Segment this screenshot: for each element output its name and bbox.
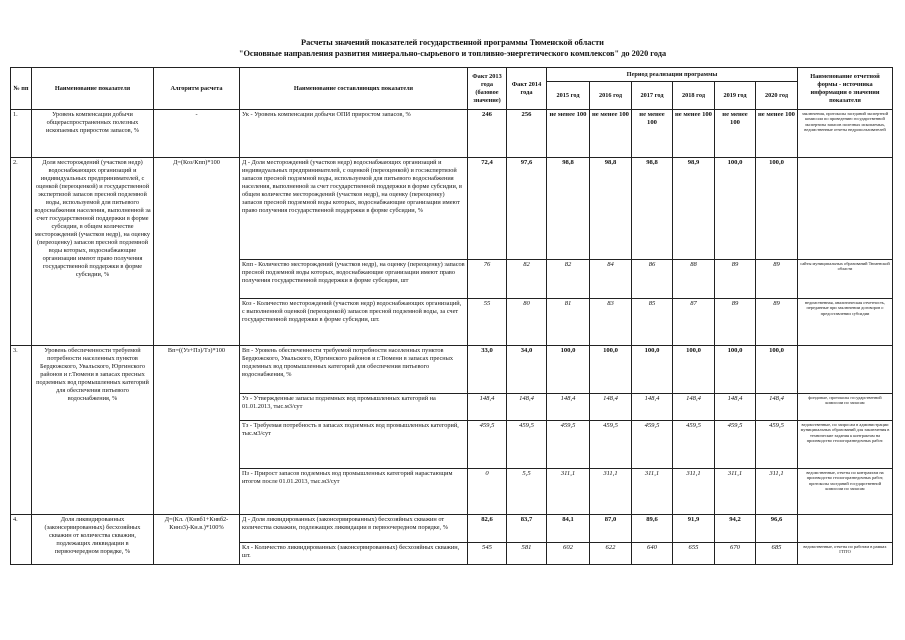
value-2020: 100,0: [756, 158, 798, 260]
fact-2013: 459,5: [468, 421, 507, 469]
fact-2014: 82: [507, 260, 547, 299]
algorithm: Вп=((Уз+Пз)/Тз)*100: [154, 346, 240, 515]
fact-2013: 0: [468, 469, 507, 515]
algorithm: Д=(Коз/Кпп)*100: [154, 158, 240, 346]
value-2017: не менее 100: [632, 110, 673, 158]
value-2016: 83: [590, 299, 632, 346]
component-desc: Вп - Уровень обеспеченности требуемой потребности населенных пунктов Бердюжского, Увальского, Юргинского районов и г.Тюмени в запасах пресных подземных вод промышленных категорий для обеспечения питьевого водоснабжения, %: [240, 346, 468, 394]
fact-2013: 148,4: [468, 394, 507, 421]
header-source: Наименование отчетной формы - источника информации о значении показателя: [798, 68, 893, 110]
component-desc: Д - Доля месторождений (участков недр) водоснабжающих организаций и индивидуальных предпринимателей, с оценкой (переоценкой) и госэкспертизой запасов пресной подземной воды, используемой для питьевого водоснабжения населения, выполненной за счет государственной поддержки в форме субсидии, в общем количестве месторождений (участков недр), на оценку (переоценку) запасов пресной подземной воды которых, водоснабжающие организации имеют право получения государственной поддержки в форме субсидии, %: [240, 158, 468, 260]
algorithm: -: [154, 110, 240, 158]
source-form: [798, 158, 893, 260]
source-form: фондовые, протоколы государственной комиссии по запасам: [798, 394, 893, 421]
value-2019: 89: [715, 260, 756, 299]
component-desc: Коз - Количество месторождений (участков недр) водоснабжающих организаций, с выполненной оценкой (переоценкой) запасов пресной подземной воды, за счет государственной поддержки в форме субсидии, шт.: [240, 299, 468, 346]
fact-2013: 72,4: [468, 158, 507, 260]
row-num: 3.: [11, 346, 32, 515]
value-2019: 100,0: [715, 158, 756, 260]
value-2019: 100,0: [715, 346, 756, 394]
fact-2014: 80: [507, 299, 547, 346]
header-year-2017: 2017 год: [632, 82, 673, 110]
fact-2014: 34,0: [507, 346, 547, 394]
value-2020: 89: [756, 299, 798, 346]
row-num: 4.: [11, 515, 32, 565]
row-num: 2.: [11, 158, 32, 346]
indicator-name: Уровень компенсации добычи общераспространенных полезных ископаемых приростом запасов, %: [32, 110, 154, 158]
header-fact-2013: Факт 2013 года (базовое значение): [468, 68, 507, 110]
value-2016: 311,1: [590, 469, 632, 515]
value-2019: 148,4: [715, 394, 756, 421]
header-period: Период реализации программы: [547, 68, 798, 82]
indicator-name: Доля месторождений (участков недр) водоснабжающих организаций и индивидуальных предпринимателей, с оценкой (переоценкой) и государственной экспертизой запасов пресной подземной воды, используемой для питьевого водоснабжения населения, выполненной за счет государственной поддержки в форме субсидии, в общем количестве месторождений (участков недр), на оценку (переоценку) запасов пресной подземной воды которых, водоснабжающие организации имеют право получения государственной поддержки в форме субсидии, %: [32, 158, 154, 346]
value-2017: 98,8: [632, 158, 673, 260]
value-2020: 100,0: [756, 346, 798, 394]
source-form: заключения, протоколы заседаний экспертной комиссии по проведению государственной экспертизы запасов полезных ископаемых, ведомственные отчеты недропользователей: [798, 110, 893, 158]
fact-2014: 459,5: [507, 421, 547, 469]
header-fact-2014: Факт 2014 года: [507, 68, 547, 110]
value-2016: 84: [590, 260, 632, 299]
algorithm: Д=(Кл. /(Кнвб1+Кнвб2-Кннз3)-Кн.в.)*100%: [154, 515, 240, 565]
value-2019: 89: [715, 299, 756, 346]
value-2019: не менее 100: [715, 110, 756, 158]
value-2019: 311,1: [715, 469, 756, 515]
header-components: Наименование составляющих показателя: [240, 68, 468, 110]
value-2016: 459,5: [590, 421, 632, 469]
value-2016: 98,8: [590, 158, 632, 260]
fact-2014: 83,7: [507, 515, 547, 543]
table-row: [11, 346, 893, 394]
value-2015: 81: [547, 299, 590, 346]
value-2018: 100,0: [673, 346, 715, 394]
fact-2013: 246: [468, 110, 507, 158]
value-2016: не менее 100: [590, 110, 632, 158]
indicator-name: Доля ликвидированных (законсервированных) бесхозяйных скважин от количества скважин, подлежащих ликвидации в первоочередном порядке, %: [32, 515, 154, 565]
fact-2013: 55: [468, 299, 507, 346]
value-2019: 94,2: [715, 515, 756, 543]
fact-2013: 76: [468, 260, 507, 299]
value-2018: 311,1: [673, 469, 715, 515]
value-2015: 82: [547, 260, 590, 299]
fact-2014: 256: [507, 110, 547, 158]
value-2015: 84,1: [547, 515, 590, 543]
value-2015: 311,1: [547, 469, 590, 515]
value-2017: 89,6: [632, 515, 673, 543]
value-2020: 459,5: [756, 421, 798, 469]
value-2015: не менее 100: [547, 110, 590, 158]
source-form: ведомственные, отчеты по работам в рамках ГПТО: [798, 543, 893, 565]
value-2017: 86: [632, 260, 673, 299]
value-2018: 98,9: [673, 158, 715, 260]
value-2015: 602: [547, 543, 590, 565]
header-year-2015: 2015 год: [547, 82, 590, 110]
value-2018: 91,9: [673, 515, 715, 543]
value-2019: 459,5: [715, 421, 756, 469]
value-2015: 148,4: [547, 394, 590, 421]
fact-2014: 5,5: [507, 469, 547, 515]
component-desc: Д - Доля ликвидированных (законсервированных) бесхозяйных скважин от количества скважин, подлежащих ликвидации в первоочередном порядке, %: [240, 515, 468, 543]
value-2018: 459,5: [673, 421, 715, 469]
value-2018: 148,4: [673, 394, 715, 421]
document-subtitle: "Основные направления развития минерально-сырьевого и топливно-энергетического комплексов" до 2020 года: [238, 49, 667, 58]
component-desc: Кл - Количество ликвидированных (законсервированных) бесхозяйных скважин, шт.: [240, 543, 468, 565]
header-algorithm: Алгоритм расчета: [154, 68, 240, 110]
source-form: ведомственная, аналитическая отчетность, переданные при заключении договоров о предоставлении субсидии: [798, 299, 893, 346]
header-year-2018: 2018 год: [673, 82, 715, 110]
value-2017: 459,5: [632, 421, 673, 469]
header-indicator: Наименование показателя: [32, 68, 154, 110]
value-2016: 148,4: [590, 394, 632, 421]
header-year-2019: 2019 год: [715, 82, 756, 110]
value-2015: 459,5: [547, 421, 590, 469]
source-form: ведомственные, отчеты по контрактам на производство геологоразведочных работ, протоколы заседаний государственной комиссии по запасам: [798, 469, 893, 515]
value-2020: 148,4: [756, 394, 798, 421]
value-2015: 98,8: [547, 158, 590, 260]
value-2017: 100,0: [632, 346, 673, 394]
header-year-2020: 2020 год: [756, 82, 798, 110]
source-form: [798, 515, 893, 543]
value-2017: 640: [632, 543, 673, 565]
value-2020: не менее 100: [756, 110, 798, 158]
fact-2014: 97,6: [507, 158, 547, 260]
table-row: [11, 110, 893, 158]
value-2018: 655: [673, 543, 715, 565]
value-2018: 88: [673, 260, 715, 299]
value-2017: 311,1: [632, 469, 673, 515]
value-2017: 148,4: [632, 394, 673, 421]
value-2016: 100,0: [590, 346, 632, 394]
indicator-name: Уровень обеспеченности требуемой потребности населенных пунктов Бердюжского, Увальского, Юргинского районов и г.Тюмени в запасах пресных подземных вод промышленных категорий для обеспечения питьевого водоснабжения, %: [32, 346, 154, 515]
value-2019: 670: [715, 543, 756, 565]
fact-2014: 148,4: [507, 394, 547, 421]
source-form: ведомственные, по запросам в администрации муниципальных образований для заключения в технические задания к контрактам на производство геологоразведочных работ.: [798, 421, 893, 469]
component-desc: Уз - Утвержденные запасы подземных вод промышленных категорий на 01.01.2013, тыс.м3/сут: [240, 394, 468, 421]
fact-2013: 545: [468, 543, 507, 565]
indicators-table: [10, 67, 893, 565]
document-title: Расчеты значений показателей государственной программы Тюменской области: [301, 38, 604, 47]
value-2020: 685: [756, 543, 798, 565]
fact-2013: 82,6: [468, 515, 507, 543]
component-desc: Пз - Прирост запасов подземных вод промышленных категорий нарастающим итогом после 01.01.2013, тыс.м3/сут: [240, 469, 468, 515]
fact-2014: 581: [507, 543, 547, 565]
component-desc: Кпп - Количество месторождений (участков недр), на оценку (переоценку) запасов пресной подземной воды которых, водоснабжающие организации имеют право получения государственной поддержки в форме субсидии, шт: [240, 260, 468, 299]
value-2018: не менее 100: [673, 110, 715, 158]
value-2017: 85: [632, 299, 673, 346]
source-form: сайты муниципальных образований Тюменской области: [798, 260, 893, 299]
value-2020: 96,6: [756, 515, 798, 543]
value-2020: 311,1: [756, 469, 798, 515]
value-2020: 89: [756, 260, 798, 299]
value-2016: 622: [590, 543, 632, 565]
header-year-2016: 2016 год: [590, 82, 632, 110]
value-2018: 87: [673, 299, 715, 346]
value-2015: 100,0: [547, 346, 590, 394]
component-desc: Ук - Уровень компенсации добычи ОПИ приростом запасов, %: [240, 110, 468, 158]
fact-2013: 33,0: [468, 346, 507, 394]
table-row: [11, 158, 893, 260]
component-desc: Тз - Требуемая потребность в запасах подземных вод промышленных категорий, тыс.м3/сут: [240, 421, 468, 469]
source-form: [798, 346, 893, 394]
table-row: [11, 515, 893, 543]
row-num: 1.: [11, 110, 32, 158]
value-2016: 87,0: [590, 515, 632, 543]
header-num: № пп: [11, 68, 32, 110]
